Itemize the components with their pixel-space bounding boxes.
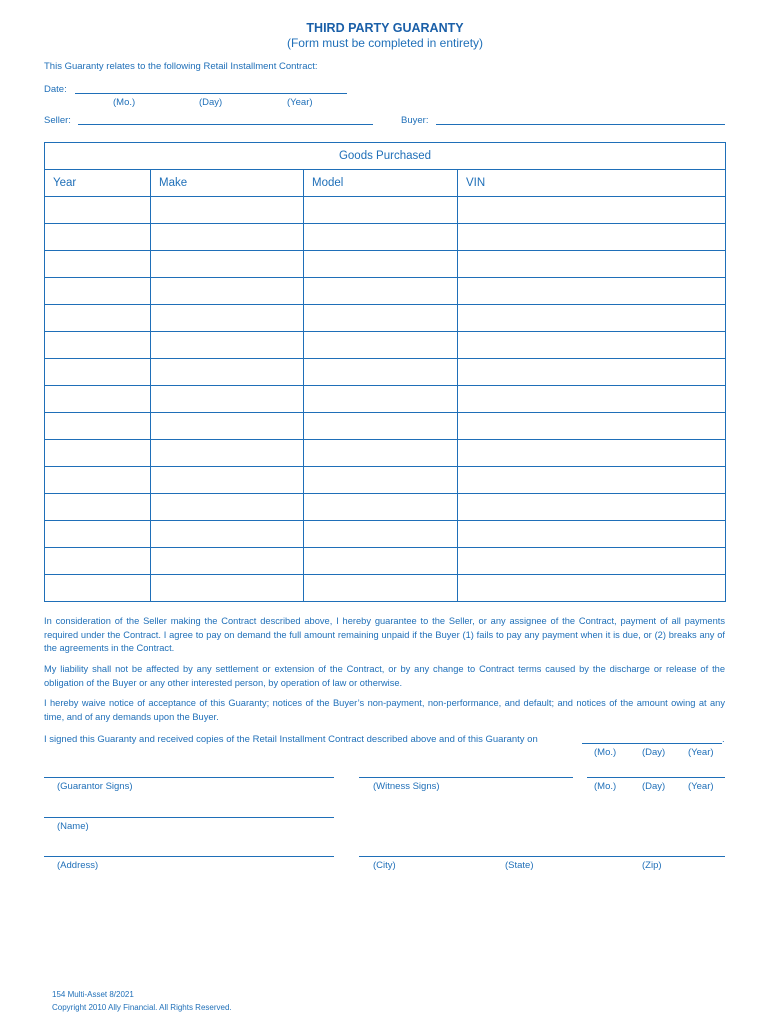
- date-year-label: (Year): [287, 97, 313, 108]
- cell-make[interactable]: [151, 278, 304, 305]
- table-row: [45, 494, 726, 521]
- cell-make[interactable]: [151, 440, 304, 467]
- cell-make[interactable]: [151, 494, 304, 521]
- name-field[interactable]: [44, 817, 334, 818]
- cell-make[interactable]: [151, 521, 304, 548]
- paragraph-guarantee: In consideration of the Seller making the Contract described above, I hereby guarantee to the Seller, or any assignee of the Contract, payment of all payments required under the Contract. I agree to pay on demand the full amount remaining unpaid if the Buyer (1) fails to pay any payment when it is due, or (2) breaks any of the agreements in the Contract.: [44, 616, 725, 653]
- cell-year[interactable]: [45, 224, 151, 251]
- cell-vin[interactable]: [458, 575, 726, 602]
- cell-make[interactable]: [151, 332, 304, 359]
- cell-year[interactable]: [45, 359, 151, 386]
- cell-vin[interactable]: [458, 521, 726, 548]
- address-label: (Address): [57, 860, 99, 871]
- date-label: Date:: [44, 84, 67, 95]
- column-header-model: Model: [304, 170, 458, 197]
- cell-make[interactable]: [151, 386, 304, 413]
- date-mo-label: (Mo.): [113, 97, 136, 108]
- cell-model[interactable]: [304, 278, 458, 305]
- seller-label: Seller:: [44, 115, 71, 126]
- cell-vin[interactable]: [458, 494, 726, 521]
- cell-make[interactable]: [151, 251, 304, 278]
- witness-signs-label: (Witness Signs): [373, 781, 440, 792]
- cell-year[interactable]: [45, 413, 151, 440]
- cell-make[interactable]: [151, 305, 304, 332]
- cell-model[interactable]: [304, 548, 458, 575]
- cell-model[interactable]: [304, 440, 458, 467]
- cell-make[interactable]: [151, 413, 304, 440]
- cell-model[interactable]: [304, 467, 458, 494]
- table-row: [45, 359, 726, 386]
- signed-day-label: (Day): [642, 747, 666, 758]
- cell-vin[interactable]: [458, 224, 726, 251]
- name-label: (Name): [57, 821, 89, 832]
- cell-year[interactable]: [45, 548, 151, 575]
- cell-year[interactable]: [45, 440, 151, 467]
- cell-model[interactable]: [304, 494, 458, 521]
- paragraph-liability: My liability shall not be affected by any settlement or extension of the Contract, or by any change to Contract terms caused by the discharge or release of the obligation of the Buyer or any other interested person, by operation of law or otherwise.: [44, 664, 725, 688]
- cell-vin[interactable]: [458, 413, 726, 440]
- cell-year[interactable]: [45, 521, 151, 548]
- seller-field[interactable]: [78, 124, 373, 125]
- copyright: Copyright 2010 Ally Financial. All Rights Reserved.: [52, 1003, 232, 1012]
- cell-make[interactable]: [151, 224, 304, 251]
- zip-label: (Zip): [642, 860, 662, 871]
- goods-table-caption: Goods Purchased: [45, 143, 726, 170]
- column-header-year: Year: [45, 170, 151, 197]
- table-row: [45, 575, 726, 602]
- cell-model[interactable]: [304, 332, 458, 359]
- table-row: [45, 386, 726, 413]
- form-number: 154 Multi-Asset 8/2021: [52, 990, 134, 999]
- table-row: [45, 521, 726, 548]
- cell-make[interactable]: [151, 467, 304, 494]
- city-state-zip-field[interactable]: [359, 856, 725, 857]
- guarantor-signs-label: (Guarantor Signs): [57, 781, 133, 792]
- table-row: [45, 440, 726, 467]
- state-label: (State): [505, 860, 534, 871]
- cell-year[interactable]: [45, 494, 151, 521]
- cell-vin[interactable]: [458, 440, 726, 467]
- table-row: [45, 224, 726, 251]
- cell-model[interactable]: [304, 251, 458, 278]
- cell-vin[interactable]: [458, 251, 726, 278]
- cell-vin[interactable]: [458, 305, 726, 332]
- cell-vin[interactable]: [458, 359, 726, 386]
- cell-year[interactable]: [45, 278, 151, 305]
- signed-statement: I signed this Guaranty and received copies of the Retail Installment Contract described above and of this Guaranty on: [44, 734, 538, 745]
- cell-year[interactable]: [45, 332, 151, 359]
- signed-year-label: (Year): [688, 747, 714, 758]
- cell-make[interactable]: [151, 197, 304, 224]
- goods-purchased-table: [44, 142, 726, 602]
- table-row: [45, 305, 726, 332]
- table-row: [45, 548, 726, 575]
- cell-model[interactable]: [304, 521, 458, 548]
- cell-year[interactable]: [45, 575, 151, 602]
- sig-year-label: (Year): [688, 781, 714, 792]
- buyer-label: Buyer:: [401, 115, 429, 126]
- city-label: (City): [373, 860, 396, 871]
- table-row: [45, 197, 726, 224]
- cell-year[interactable]: [45, 305, 151, 332]
- cell-vin[interactable]: [458, 197, 726, 224]
- date-field[interactable]: [75, 93, 347, 94]
- cell-vin[interactable]: [458, 467, 726, 494]
- table-row: [45, 332, 726, 359]
- cell-make[interactable]: [151, 575, 304, 602]
- cell-model[interactable]: [304, 386, 458, 413]
- cell-model[interactable]: [304, 197, 458, 224]
- cell-vin[interactable]: [458, 548, 726, 575]
- cell-year[interactable]: [45, 251, 151, 278]
- form-subtitle: (Form must be completed in entirety): [286, 36, 484, 50]
- cell-model[interactable]: [304, 359, 458, 386]
- cell-make[interactable]: [151, 548, 304, 575]
- signature-date-field[interactable]: [587, 777, 725, 778]
- cell-model[interactable]: [304, 305, 458, 332]
- date-day-label: (Day): [199, 97, 223, 108]
- paragraph-waiver: I hereby waive notice of acceptance of this Guaranty; notices of the Buyer’s non-payment, non-performance, and default; and notices of the amount owing at any time, and of any demands upon the Buyer.: [44, 698, 725, 722]
- table-row: [45, 413, 726, 440]
- cell-year[interactable]: [45, 197, 151, 224]
- cell-year[interactable]: [45, 386, 151, 413]
- table-row: [45, 278, 726, 305]
- cell-vin[interactable]: [458, 332, 726, 359]
- cell-model[interactable]: [304, 224, 458, 251]
- witness-signature-field[interactable]: [359, 777, 573, 778]
- cell-make[interactable]: [151, 359, 304, 386]
- signed-mo-label: (Mo.): [594, 747, 617, 758]
- cell-year[interactable]: [45, 467, 151, 494]
- cell-vin[interactable]: [458, 386, 726, 413]
- column-header-vin: VIN: [458, 170, 726, 197]
- sig-day-label: (Day): [642, 781, 666, 792]
- form-title: THIRD PARTY GUARANTY: [306, 21, 464, 35]
- address-field[interactable]: [44, 856, 334, 857]
- cell-model[interactable]: [304, 575, 458, 602]
- buyer-field[interactable]: [436, 124, 725, 125]
- guarantor-signature-field[interactable]: [44, 777, 334, 778]
- sig-mo-label: (Mo.): [594, 781, 617, 792]
- table-row: [45, 467, 726, 494]
- cell-vin[interactable]: [458, 278, 726, 305]
- cell-model[interactable]: [304, 413, 458, 440]
- signed-date-field[interactable]: [582, 743, 722, 744]
- intro-text: This Guaranty relates to the following Retail Installment Contract:: [44, 61, 318, 72]
- table-row: [45, 251, 726, 278]
- signed-period: .: [722, 734, 725, 745]
- column-header-make: Make: [151, 170, 304, 197]
